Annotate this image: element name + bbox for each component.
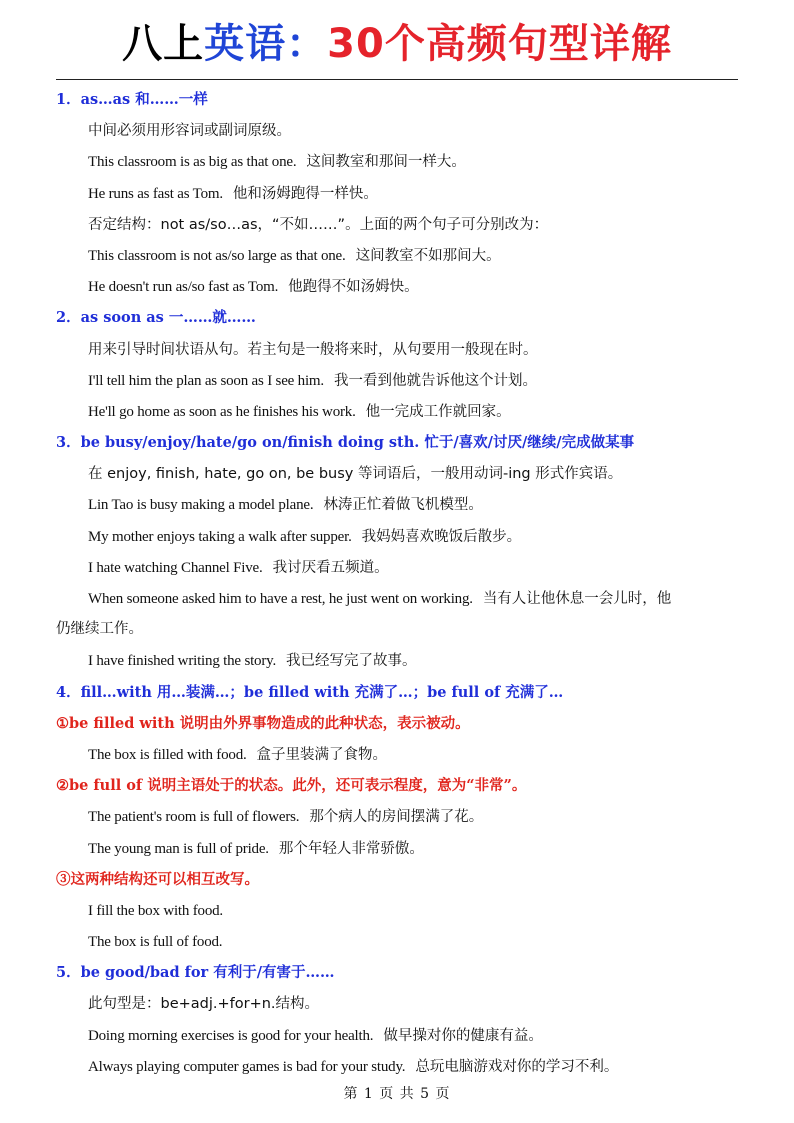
note-text: 用来引导时间状语从句。若主句是一般将来时，从句要用一般现在时。	[88, 341, 538, 358]
english-text: I have finished writing the story.	[88, 653, 277, 670]
english-text: He doesn't run as/so fast as Tom.	[88, 279, 279, 296]
chinese-translation: 盒子里装满了食物。	[256, 746, 388, 763]
english-text: He runs as fast as Tom.	[88, 185, 223, 202]
example-sentence	[56, 178, 746, 209]
example-sentence	[56, 365, 746, 396]
document-body	[56, 84, 746, 1082]
section-heading: 4．fill…with 用…装满…；be filled with 充满了…；be full of 充满了…	[56, 683, 564, 701]
english-text: The box is full of food.	[88, 934, 223, 951]
grammar-note	[56, 209, 746, 240]
english-text: I hate watching Channel Five.	[88, 559, 263, 576]
grammar-note	[56, 988, 746, 1019]
usage-point: ②be full of 说明主语处于的状态。此外，还可表示程度，意为“非常”。	[56, 777, 527, 795]
example-sentence	[56, 926, 746, 957]
example-sentence	[56, 1051, 746, 1082]
english-text: The patient's room is full of flowers.	[88, 809, 300, 826]
example-sentence	[56, 489, 746, 520]
chinese-translation: 总玩电脑游戏对你的学习不利。	[415, 1058, 619, 1075]
english-text: The young man is full of pride.	[88, 840, 269, 857]
english-text: When someone asked him to have a rest, he just went on working.	[88, 591, 473, 607]
chinese-translation: 当有人让他休息一会儿时，他	[482, 591, 672, 607]
title-part-grade: 八上	[122, 21, 205, 67]
chinese-translation: 这间教室不如那间大。	[355, 247, 501, 264]
example-sentence	[56, 146, 746, 177]
english-text: Lin Tao is busy making a model plane.	[88, 497, 314, 514]
chinese-translation: 他和汤姆跑得一样快。	[232, 185, 378, 202]
english-text: My mother enjoys taking a walk after supper.	[88, 528, 352, 545]
chinese-translation: 他跑得不如汤姆快。	[288, 279, 419, 296]
chinese-translation: 我妈妈喜欢晚饭后散步。	[361, 528, 522, 545]
title-divider	[56, 79, 738, 80]
example-sentence	[56, 801, 746, 832]
section-heading: 2．as soon as 一……就……	[56, 309, 256, 327]
usage-point: ①be filled with 说明由外界事物造成的此种状态，表示被动。	[56, 714, 470, 732]
usage-point: ③这两种结构还可以相互改写。	[56, 870, 259, 888]
chinese-translation: 那个病人的房间摆满了花。	[309, 809, 484, 826]
title-part-topic: 30个高频句型详解	[327, 21, 672, 67]
example-sentence	[56, 396, 746, 427]
grammar-note	[56, 458, 746, 489]
section-heading: 3．be busy/enjoy/hate/go on/finish doing sth. 忙于/喜欢/讨厌/继续/完成做某事	[56, 434, 635, 452]
chinese-translation: 做早操对你的健康有益。	[383, 1027, 543, 1044]
grammar-note	[56, 115, 746, 146]
chinese-translation: 我讨厌看五频道。	[272, 559, 389, 576]
example-sentence	[56, 271, 746, 302]
page-title	[0, 14, 794, 74]
english-text: The box is filled with food.	[88, 746, 247, 763]
translation-continued: 仍继续工作。	[56, 621, 143, 638]
chinese-translation: 他一完成工作就回家。	[365, 403, 511, 420]
english-text: Doing morning exercises is good for your health.	[88, 1027, 374, 1044]
note-text: 否定结构：not as/so…as，“不如……”。上面的两个句子可分别改为：	[88, 216, 549, 233]
example-sentence	[56, 521, 746, 552]
example-sentence	[56, 583, 746, 614]
example-sentence	[56, 240, 746, 271]
section-heading: 5．be good/bad for 有利于/有害于……	[56, 964, 335, 982]
chinese-translation: 我一看到他就告诉他这个计划。	[333, 372, 537, 389]
page-footer: 第 1 页 共 5 页	[343, 1086, 451, 1102]
example-sentence	[56, 645, 746, 676]
example-sentence	[56, 739, 746, 770]
chinese-translation: 我已经写完了故事。	[286, 653, 417, 670]
english-text: Always playing computer games is bad for your study.	[88, 1058, 406, 1075]
note-text: 在 enjoy, finish, hate, go on, be busy 等词语后，一般用动词-ing 形式作宾语。	[88, 466, 623, 483]
section-heading: 1．as…as 和……一样	[56, 91, 208, 108]
english-text: This classroom is as big as that one.	[88, 154, 297, 171]
note-text: 中间必须用形容词或副词原级。	[88, 123, 291, 140]
english-text: I fill the box with food.	[88, 902, 223, 919]
chinese-translation: 林涛正忙着做飞机模型。	[323, 497, 483, 514]
example-sentence	[56, 833, 746, 864]
english-text: This classroom is not as/so large as that one.	[88, 247, 346, 264]
chinese-translation: 那个年轻人非常骄傲。	[278, 840, 424, 857]
chinese-translation: 这间教室和那间一样大。	[306, 154, 466, 171]
english-text: I'll tell him the plan as soon as I see him.	[88, 372, 324, 389]
title-part-subject: 英语：	[204, 21, 328, 67]
example-sentence	[56, 552, 746, 583]
note-text: 此句型是：be+adj.+for+n.结构。	[88, 996, 320, 1013]
example-sentence	[56, 1020, 746, 1051]
grammar-note	[56, 334, 746, 365]
english-text: He'll go home as soon as he finishes his work.	[88, 403, 356, 420]
example-sentence	[56, 895, 746, 926]
